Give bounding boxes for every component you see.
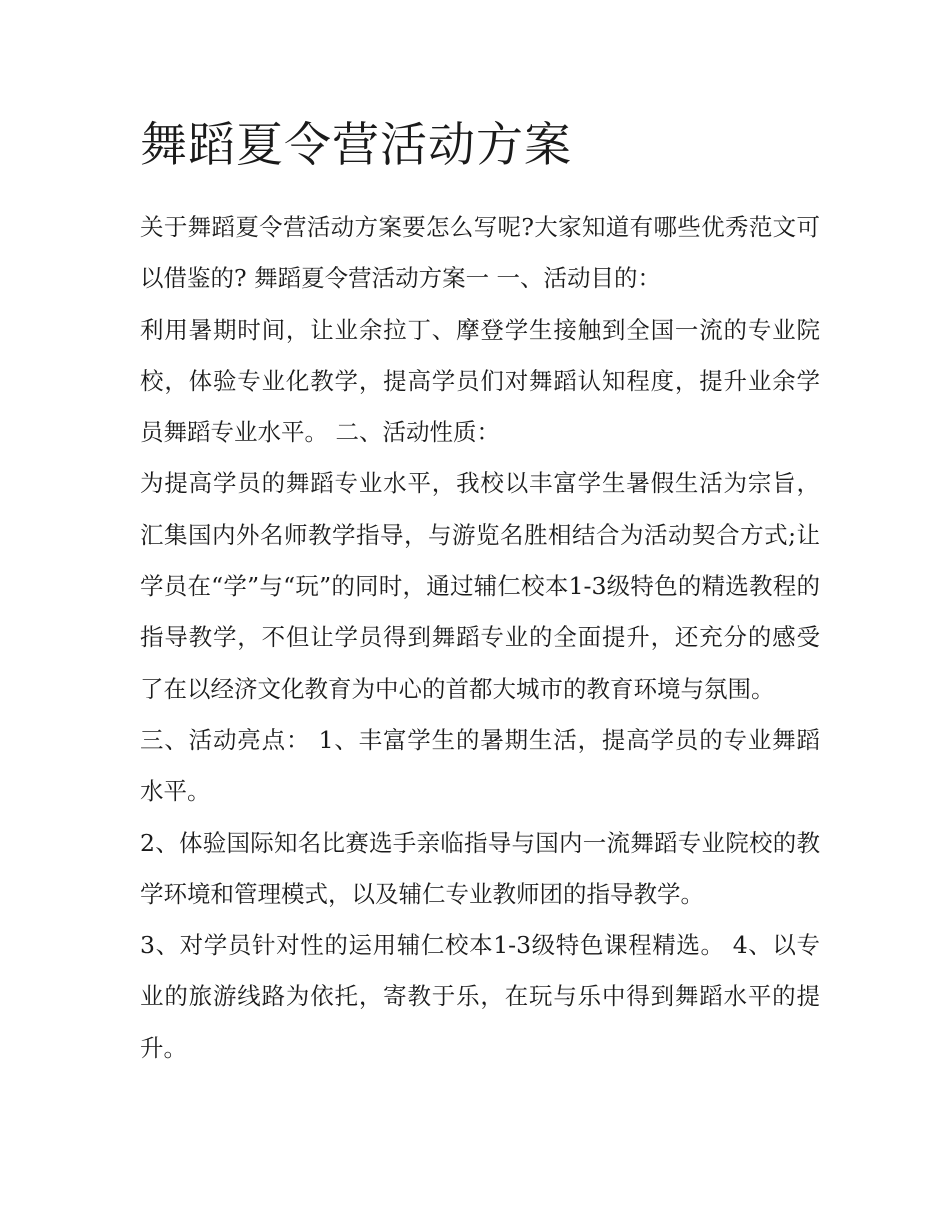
document-page [140,112,820,1074]
paragraph-highlight-2: 2、体验国际知名比赛选手亲临指导与国内一流舞蹈专业院校的教学环境和管理模式，以及辅仁专业教师团的指导教学。 [140,828,820,908]
paragraph-purpose: 利用暑期时间，让业余拉丁、摩登学生接触到全国一流的专业院校，体验专业化教学，提高学员们对舞蹈认知程度，提升业余学员舞蹈专业水平。 二、活动性质： [140,315,820,447]
paragraph-highlight-3-4: 3、对学员针对性的运用辅仁校本1-3级特色课程精选。 4、以专业的旅游线路为依托，寄教于乐，在玩与乐中得到舞蹈水平的提升。 [140,931,820,1062]
paragraph-intro: 关于舞蹈夏令营活动方案要怎么写呢?大家知道有哪些优秀范文可以借鉴的? 舞蹈夏令营活动方案一 一、活动目的： [140,213,820,293]
paragraph-nature: 为提高学员的舞蹈专业水平，我校以丰富学生暑假生活为宗旨，汇集国内外名师教学指导，与游览名胜相结合为活动契合方式;让学员在“学”与“玩”的同时，通过辅仁校本1-3级特色的精选教程的指导教学，不但让学员得到舞蹈专业的全面提升，还充分的感受了在以经济文化教育为中心的首都大城市的教育环境与氛围。 [140,469,820,703]
paragraph-highlight-1: 三、活动亮点： 1、丰富学生的暑期生活，提高学员的专业舞蹈水平。 [140,725,820,806]
document-title: 舞蹈夏令营活动方案 [140,118,572,173]
